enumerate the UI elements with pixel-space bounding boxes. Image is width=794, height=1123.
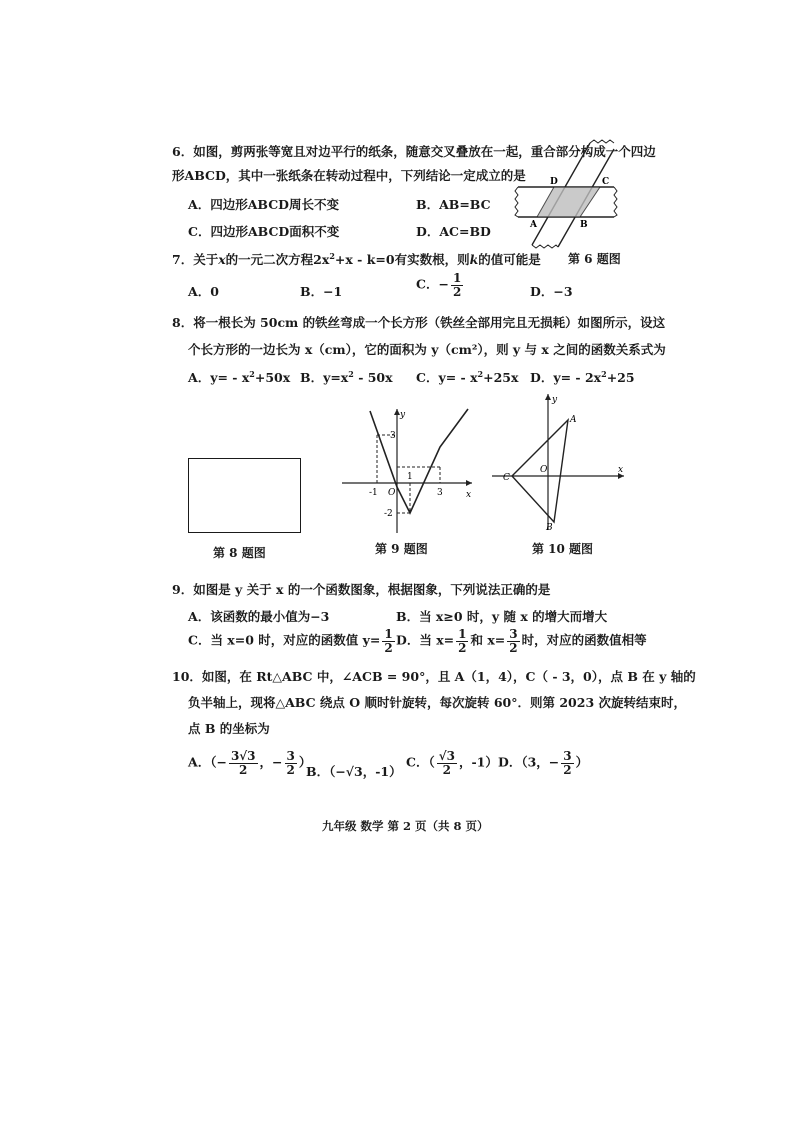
q10-line3: 点 B 的坐标为: [188, 721, 270, 736]
q9-axis-x-label: x: [466, 490, 472, 500]
q10-axis-y-label: y: [552, 395, 558, 405]
q6-caption: 第 6 题图: [568, 252, 621, 266]
q10-point-c-label: C: [503, 473, 510, 483]
q7-stem: 7．关于x的一元二次方程$2x^2+x - k=0$有实数根，则k的值可能是: [172, 250, 541, 267]
q9-stem: 9．如图是 y 关于 x 的一个函数图象，根据图象，下列说法正确的是: [172, 582, 551, 597]
q6-label-a: A: [530, 220, 537, 230]
q7-option-a: A．0: [188, 284, 219, 299]
q9-option-a: A．该函数的最小值为−3: [188, 609, 330, 624]
q7-option-c: C．− $\frac{1}{2}$: [416, 271, 462, 299]
q7-option-d: D．−3: [530, 284, 573, 299]
q9-caption: 第 9 题图: [375, 542, 428, 556]
q8-option-d: D．$y= - 2x^2+25$: [530, 368, 635, 385]
q9-tick-xm1: -1: [369, 488, 378, 498]
q10-option-b: B．（−√3，-1）: [306, 764, 402, 779]
q10-line1: 10．如图，在 Rt△ABC 中，∠ACB = 90°，且 A（1，4），C（ - 3，0），点 B 在 y 轴的: [172, 669, 696, 684]
q9-origin-label: O: [388, 488, 396, 498]
q6-option-b: B．AB=BC: [416, 197, 491, 212]
q10-option-c: C．（ $\frac{√3}{2}$ ，-1）: [406, 749, 498, 777]
q8-option-a: A．$y= - x^2+50x$: [188, 368, 291, 385]
q6-option-a: A．四边形ABCD周长不变: [188, 197, 339, 212]
q6-option-c: C．四边形ABCD面积不变: [188, 224, 340, 239]
page-footer: 九年级 数学 第 2 页（共 8 页）: [322, 819, 489, 833]
q9-axis-y-label: y: [400, 410, 406, 420]
q6-option-d: D．AC=BD: [416, 224, 491, 239]
q9-option-d: D．当 x= $\frac{1}{2}$ 和 x= $\frac{3}{2}$ 时，对应的函数值相等: [396, 627, 647, 655]
q10-option-d: D．（3，− $\frac{3}{2}$ ）: [498, 749, 589, 777]
q9-tick-x1: 1: [407, 472, 413, 482]
q6-label-b: B: [580, 220, 588, 230]
q8-caption: 第 8 题图: [213, 546, 266, 560]
q6-label-d: D: [550, 177, 558, 187]
q6-label-c: C: [602, 177, 610, 187]
q10-point-b-label: B: [546, 523, 553, 533]
q8-line1: 8．将一根长为 50cm 的铁丝弯成一个长方形（铁丝全部用完且无损耗）如图所示，设这: [172, 315, 666, 330]
q6-line2: 形ABCD，其中一张纸条在转动过程中，下列结论一定成立的是: [172, 168, 526, 183]
q9-graph-figure: [340, 405, 475, 535]
q10-origin-label: O: [540, 465, 548, 475]
q9-tick-y3: 3: [390, 431, 396, 441]
q10-caption: 第 10 题图: [532, 542, 594, 556]
q9-option-b: B．当 x≥0 时，y 随 x 的增大而增大: [396, 609, 608, 624]
q10-axis-x-label: x: [618, 465, 624, 475]
q10-line2: 负半轴上，现将△ABC 绕点 O 顺时针旋转，每次旋转 60°．则第 2023 次旋转结束时，: [188, 695, 686, 710]
q10-point-a-label: A: [570, 415, 577, 425]
q9-tick-ym2: -2: [384, 509, 393, 519]
q10-option-a: A．（− $\frac{3√3}{2}$ ，− $\frac{3}{2}$ ）: [188, 749, 312, 777]
q9-option-c: C．当 x=0 时，对应的函数值 y= $\frac{1}{2}$: [188, 627, 393, 655]
q8-rectangle-figure: [188, 458, 301, 533]
q6-figure: [510, 135, 622, 253]
q6-line1: 6．如图，剪两张等宽且对边平行的纸条，随意交叉叠放在一起，重合部分构成一个四边: [172, 144, 656, 159]
q8-line2: 个长方形的一边长为 x（cm），它的面积为 y（cm²），则 y 与 x 之间的函数关系式为: [188, 342, 666, 357]
q9-tick-x3: 3: [437, 488, 443, 498]
q8-option-c: C．$y= - x^2+25x$: [416, 368, 519, 385]
q10-triangle-figure: [490, 390, 630, 535]
q8-option-b: B．$y=x^2 - 50x$: [300, 368, 393, 385]
q7-option-b: B．−1: [300, 284, 343, 299]
